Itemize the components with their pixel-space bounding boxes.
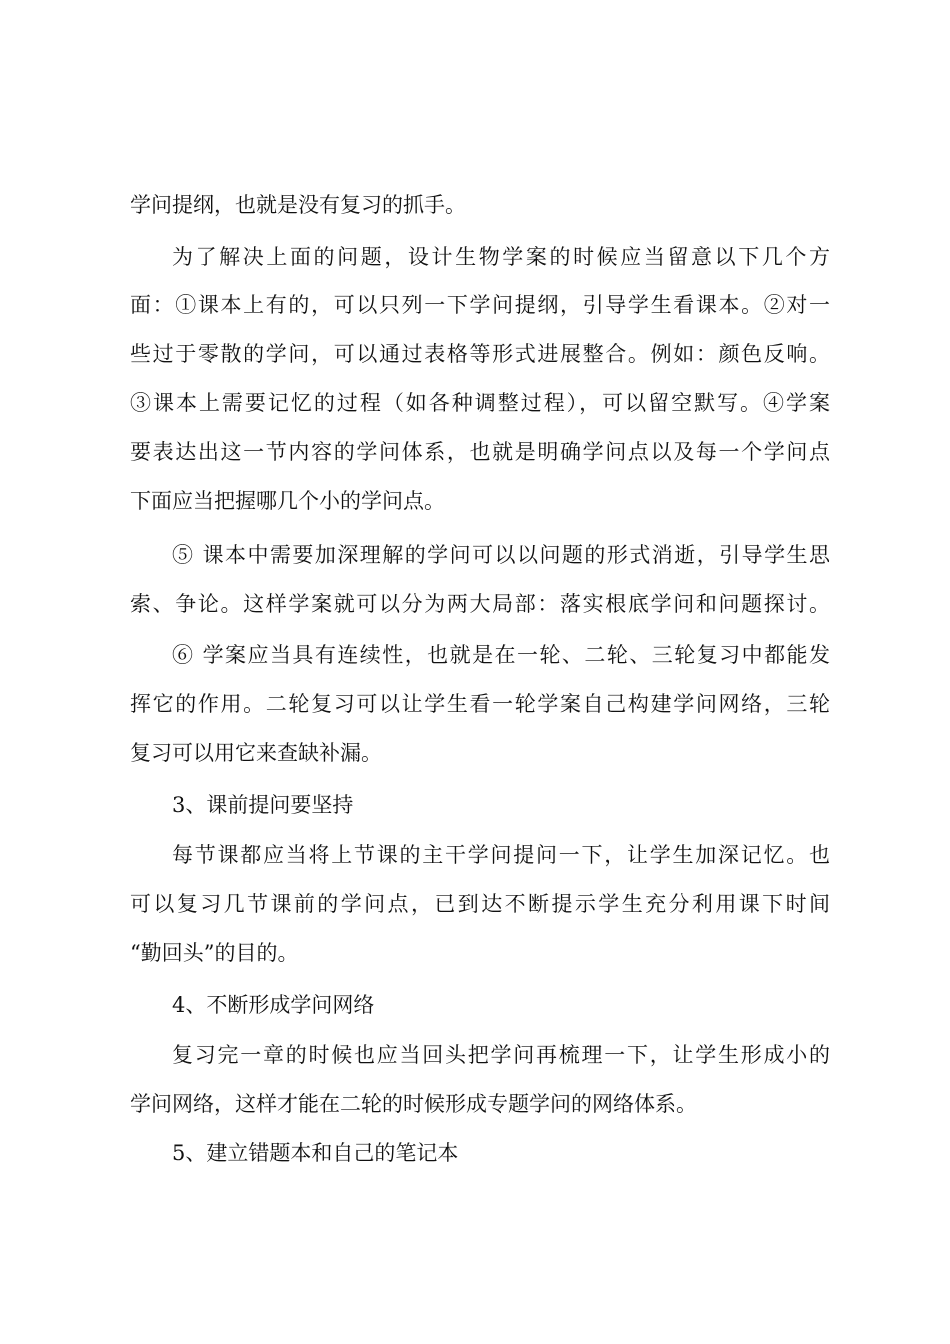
section-heading: 3、课前提问要坚持: [172, 793, 354, 817]
text-line: 下面应当把握哪几个小的学问点。: [130, 489, 445, 513]
text-line: 每节课都应当将上节课的主干学问提问一下，让学生加深记忆。也: [172, 843, 830, 867]
text-line: ③课本上需要记忆的过程（如各种调整过程），可以留空默写。④学案: [130, 391, 830, 415]
text-line: 可以复习几节课前的学问点，已到达不断提示学生充分利用课下时间: [130, 892, 830, 916]
text-line: 挥它的作用。二轮复习可以让学生看一轮学案自己构建学问网络，三轮: [130, 692, 830, 716]
text-line: 学问网络，这样才能在二轮的时候形成专题学问的网络体系。: [130, 1092, 697, 1116]
text-line: 面：①课本上有的，可以只列一下学问提纲，引导学生看课本。②对一: [130, 293, 830, 317]
text-line: ⑤ 课本中需要加深理解的学问可以以问题的形式消逝，引导学生思: [172, 543, 830, 567]
section-heading: 4、不断形成学问网络: [172, 993, 375, 1017]
text-line: ⑥ 学案应当具有连续性，也就是在一轮、二轮、三轮复习中都能发: [172, 643, 830, 667]
text-line: 要表达出这一节内容的学问体系，也就是明确学问点以及每一个学问点: [130, 440, 830, 464]
text-line: “勤回头”的目的。: [130, 941, 299, 965]
text-line: 复习完一章的时候也应当回头把学问再梳理一下，让学生形成小的: [172, 1043, 830, 1067]
text-line: 为了解决上面的问题，设计生物学案的时候应当留意以下几个方: [172, 245, 830, 269]
text-line: 复习可以用它来查缺补漏。: [130, 741, 382, 765]
section-heading: 5、建立错题本和自己的笔记本: [172, 1141, 459, 1165]
text-line: 学问提纲，也就是没有复习的抓手。: [130, 193, 466, 217]
text-line: 索、争论。这样学案就可以分为两大局部：落实根底学问和问题探讨。: [130, 592, 830, 616]
text-line: 些过于零散的学问，可以通过表格等形式进展整合。例如：颜色反响。: [130, 342, 830, 366]
